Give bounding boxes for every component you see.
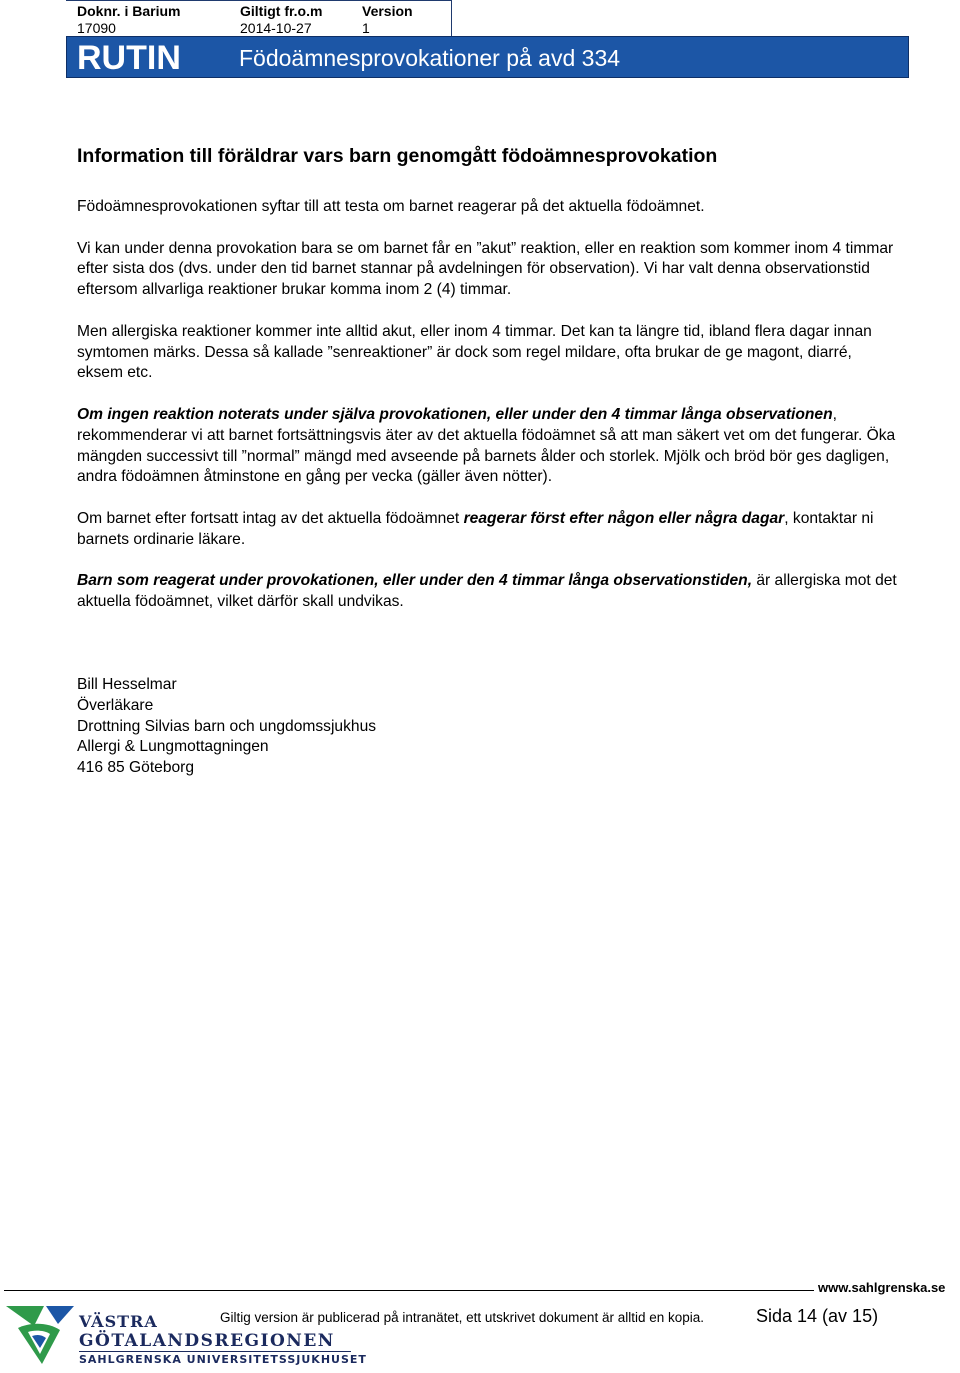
valid-from-label: Giltigt fr.o.m	[240, 3, 323, 19]
signature-block	[77, 675, 897, 779]
website-link[interactable]: www.sahlgrenska.se	[818, 1280, 946, 1295]
section-heading: Information till föräldrar vars barn genomgått födoämnesprovokation	[77, 145, 718, 167]
paragraph-no-reaction-text: , rekommenderar vi att barnet fortsättningsvis äter av det aktuella födoämnet så att man säkert vet om det fungerar. Öka mängden successivt till ”normal” mängd med avseende på barnets ålder och storlek. Mjölk och bröd bör ges dagligen, andra födoämnen åtminstone en gång per vecka (gäller även nötter).	[77, 405, 896, 486]
paragraph-purpose: Födoämnesprovokationen syftar till att testa om barnet reagerar på det aktuella födoämnet.	[77, 198, 705, 215]
signature-address: 416 85 Göteborg	[77, 759, 195, 777]
paragraph-later-reaction-start: Om barnet efter fortsatt intag av det aktuella födoämnet	[77, 509, 464, 527]
doc-number-label: Doknr. i Barium	[77, 3, 181, 19]
logo-text-hospital: SAHLGRENSKA UNIVERSITETSSJUKHUSET	[79, 1353, 367, 1366]
signature-hospital: Drottning Silvias barn och ungdomssjukhus	[77, 717, 377, 735]
paragraph-later-reaction-end: , kontaktar ni barnets ordinarie läkare.	[77, 509, 874, 548]
valid-from-date: 2014-10-27	[240, 20, 312, 36]
footer-validity-note: Giltig version är publicerad på intranätet, ett utskrivet dokument är alltid en kopia.	[220, 1310, 705, 1325]
signature-unit: Allergi & Lungmottagningen	[77, 738, 269, 756]
paragraph-allergic-text: är allergiska mot det aktuella födoämnet, vilket därför skall undvikas.	[77, 572, 897, 611]
logo-rule	[79, 1351, 351, 1352]
document-body	[77, 143, 897, 779]
paragraph-no-reaction	[77, 405, 897, 488]
vgr-logo	[4, 1300, 367, 1370]
paragraph-allergic	[77, 571, 897, 613]
signature-name: Bill Hesselmar	[77, 675, 177, 693]
emphasis-no-reaction: Om ingen reaktion noterats under själva provokationen, eller under den 4 timmar långa observationen	[77, 405, 833, 423]
document-meta	[66, 0, 452, 37]
paragraph-late-reactions: Men allergiska reaktioner kommer inte alltid akut, eller inom 4 timmar. Det kan ta längre tid, ibland flera dagar innan symtomen märks. Dessa så kallade ”senreaktioner” är dock som regel mildare, ofta brukar de ge magont, diarré, eksem etc.	[77, 322, 872, 382]
emphasis-later-reaction: reagerar först efter någon eller några dagar	[463, 509, 785, 527]
document-title: Födoämnesprovokationer på avd 334	[239, 45, 621, 71]
version-number: 1	[362, 20, 370, 36]
emphasis-allergic: Barn som reagerat under provokationen, eller under den 4 timmar långa observationstiden,	[77, 572, 753, 590]
logo-text-region: GÖTALANDSREGIONEN	[79, 1331, 335, 1351]
title-bar	[66, 36, 909, 78]
signature-role: Överläkare	[77, 696, 154, 714]
document-type: RUTIN	[77, 39, 181, 77]
vgr-emblem-icon	[4, 1302, 76, 1368]
version-label: Version	[362, 3, 413, 19]
page-number: Sida 14 (av 15)	[756, 1306, 879, 1326]
paragraph-observation: Vi kan under denna provokation bara se om barnet får en ”akut” reaktion, eller en reaktion som kommer inom 4 timmar efter sista dos (dvs. under den tid barnet stannar på avdelningen för observation). Vi har valt denna observationstid eftersom allvarliga reaktioner brukar komma inom 2 (4) timmar.	[77, 239, 894, 299]
footer-divider	[4, 1290, 814, 1291]
paragraph-later-reaction	[77, 509, 897, 551]
doc-number: 17090	[77, 20, 116, 36]
logo-text-vastra: VÄSTRA	[79, 1312, 158, 1331]
